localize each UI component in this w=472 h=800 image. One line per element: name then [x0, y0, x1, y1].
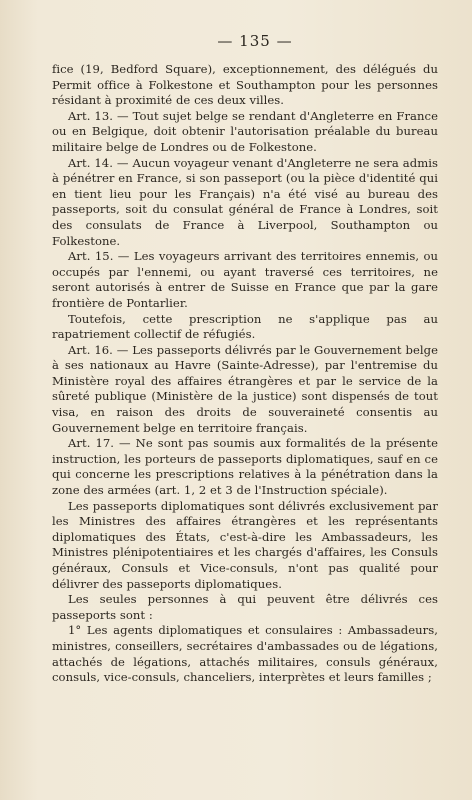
- paragraph-continuation: fice (19, Bedford Square), exceptionnement, des délégués du Permit office à Folkestone et Southampton pour les personnes résidant à proximité de ces deux villes.: [52, 62, 438, 108]
- paragraph-seules-personnes: Les seules personnes à qui peuvent être délivrés ces passeports sont :: [52, 592, 438, 622]
- paragraph-art-13: Art. 13. — Tout sujet belge se rendant d'Angleterre en France ou en Belgique, doit obtenir l'autorisation préalable du bureau militaire belge de Londres ou de Folkestone.: [52, 108, 438, 154]
- paragraph-toutefois: Toutefois, cette prescription ne s'applique pas au rapatriement collectif de réfugiés.: [52, 311, 438, 342]
- paragraph-art-16: Art. 16. — Les passeports délivrés par le Gouvernement belge à ses nationaux au Havre (Sainte-Adresse), par l'entremise du Ministère royal des affaires étrangères et par le service de la sûreté publique (Ministère de la justice) sont dispensés de tout visa, en raison des droits de souveraineté consentis au Gouvernement belge en territoire français.: [52, 342, 438, 435]
- paragraph-item-1: 1° Les agents diplomatiques et consulaires : Ambassadeurs, ministres, conseillers, secrétaires d'ambassades ou de légations, attachés de légations, attachés militaires, consuls généraux, consuls, vice-consuls, chanceliers, interprètes et leurs familles ;: [52, 623, 438, 685]
- paragraph-art-15: Art. 15. — Les voyageurs arrivant des territoires ennemis, ou occupés par l'ennemi, ou ayant traversé ces territoires, ne seront autorisés à entrer de Suisse en France que par la gare frontière de Pontarlier.: [52, 249, 438, 310]
- paragraph-passeports-diplomatiques: Les passeports diplomatiques sont délivrés exclusivement par les Ministres des affaires étrangères et les représentants diplomatiques des États, c'est-à-dire les Ambassadeurs, les Ministres plénipotentiaires et les chargés d'affaires, les Consuls généraux, Consuls et Vice-consuls, n'ont pas qualité pour délivrer des passeports diplomatiques.: [52, 498, 438, 591]
- paragraph-art-14: Art. 14. — Aucun voyageur venant d'Angleterre ne sera admis à pénétrer en France, si son passeport (ou la pièce d'identité qui en tient lieu pour les Français) n'a été visé au bureau des passeports, soit du consulat général de France à Londres, soit des consulats de France à Liverpool, Southampton ou Folkestone.: [52, 155, 438, 248]
- page-number: — 135 —: [217, 32, 293, 50]
- paragraph-art-17: Art. 17. — Ne sont pas soumis aux formalités de la présente instruction, les porteurs de passeports diplomatiques, sauf en ce qui concerne les prescriptions relatives à la pénétration dans la zone des armées (art. 1, 2 et 3 de l'Instruction spéciale).: [52, 436, 438, 498]
- page-body: [52, 62, 438, 686]
